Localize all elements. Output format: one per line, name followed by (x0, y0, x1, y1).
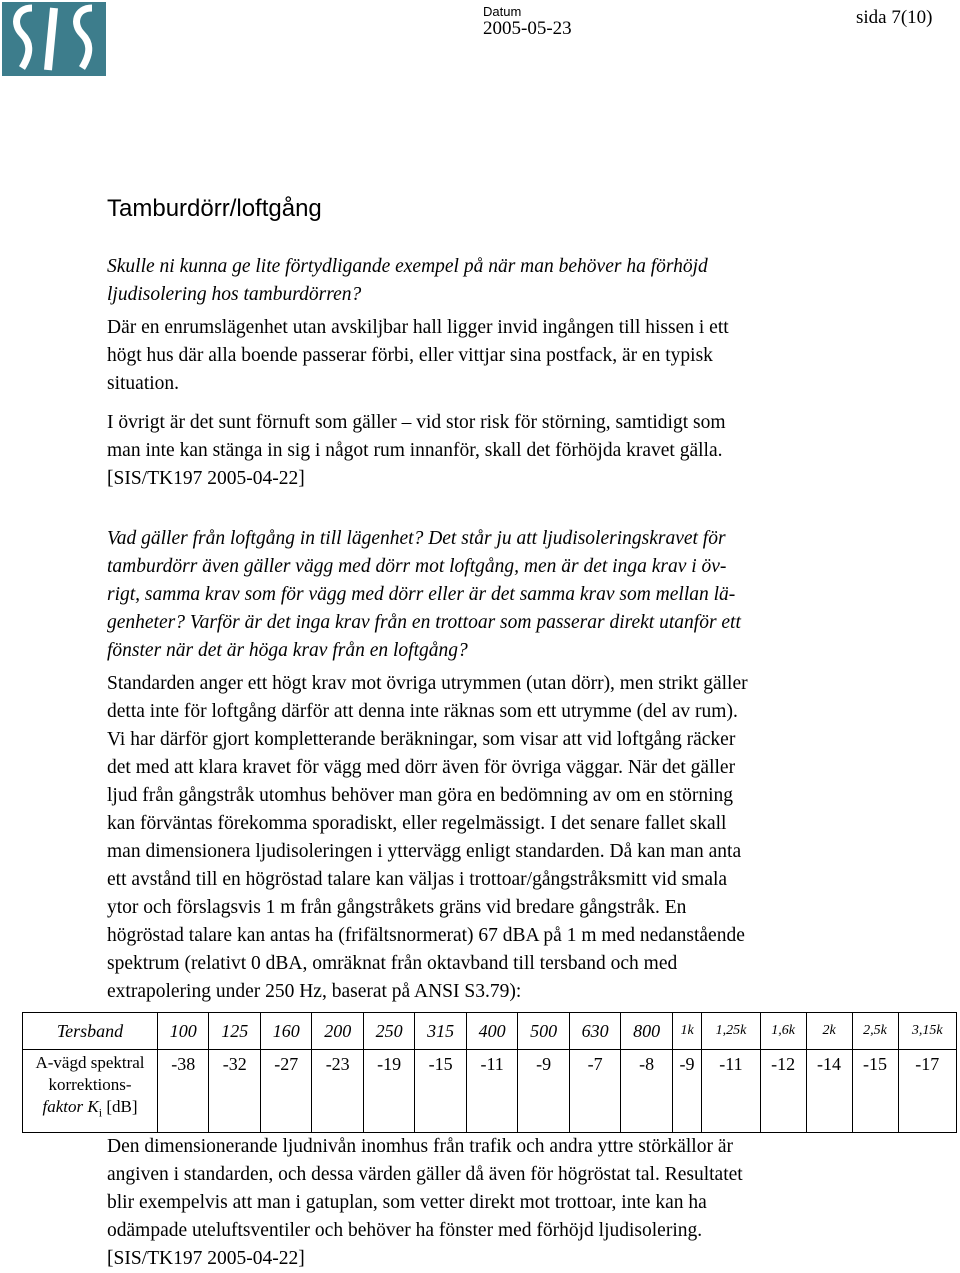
value-cell: -15 (415, 1050, 466, 1133)
text-line: odämpade uteluftsventiler och behöver ha fönster med förhöjd ljudisolering. (107, 1220, 703, 1241)
reference: [SIS/TK197 2005-04-22] (107, 468, 305, 489)
band-cell: 630 (569, 1013, 620, 1050)
text-line: kan förväntas förekomma sporadiskt, eller regelmässigt. I det senare fallet skall (107, 813, 727, 834)
text-line: det med att klara kravet för vägg med dörr även för övriga väggar. När det gäller (107, 757, 736, 778)
text-line: högröstad talare kan antas ha (frifältsnormerat) 67 dBA på 1 m med nedanstående (107, 925, 745, 946)
answer-1a (107, 314, 847, 398)
text-line: Skulle ni kunna ge lite förtydligande exempel på när man behöver ha förhöjd (107, 256, 708, 277)
row-header: Tersband (23, 1013, 158, 1050)
question-2 (107, 525, 847, 665)
table-row (23, 1013, 957, 1050)
value-cell: -8 (621, 1050, 672, 1133)
text-line: situation. (107, 373, 180, 394)
subscript: i (98, 1105, 103, 1120)
value-cell: -11 (702, 1050, 760, 1133)
value-cell: -12 (760, 1050, 806, 1133)
text-line: rigt, samma krav som för vägg med dörr eller är det samma krav som mellan lä- (107, 584, 736, 605)
text-line: spektrum (relativt 0 dBA, omräknat från oktavband till tersband och med (107, 953, 678, 974)
value-cell: -27 (260, 1050, 311, 1133)
conclusion (107, 1133, 847, 1273)
text-line: angiven i standarden, och dessa värden gäller då även för högröstat tal. Resultatet (107, 1164, 743, 1185)
text-line: Där en enrumslägenhet utan avskiljbar hall ligger invid ingången till hissen i ett (107, 317, 729, 338)
value-cell: -19 (363, 1050, 414, 1133)
text-line: genheter? Varför är det inga krav från en trottoar som passerar direkt utanför ett (107, 612, 741, 633)
page-title: Tamburdörr/loftgång (107, 195, 322, 222)
header-line: korrektions- (48, 1075, 132, 1094)
band-cell: 2k (806, 1013, 852, 1050)
text-line: Vi har därför gjort kompletterande beräkningar, som visar att vid loftgång räcker (107, 729, 736, 750)
text-line: man inte kan stänga in sig i något rum innanför, skall det förhöjda kravet gälla. (107, 440, 723, 461)
text-line: Standarden anger ett högt krav mot övriga utrymmen (utan dörr), men strikt gäller (107, 673, 748, 694)
text-line: Den dimensionerande ljudnivån inomhus från trafik och andra yttre störkällor är (107, 1136, 733, 1157)
value-cell: -11 (466, 1050, 517, 1133)
band-cell: 200 (312, 1013, 363, 1050)
band-cell: 2,5k (852, 1013, 898, 1050)
date-value: 2005-05-23 (483, 18, 572, 39)
text-line: detta inte för loftgång därför att denna inte räknas som ett utrymme (del av rum). (107, 701, 738, 722)
value-cell: -23 (312, 1050, 363, 1133)
band-cell: 1k (672, 1013, 701, 1050)
text-line: högt hus där alla boende passerar förbi, eller vittjar sina postfack, är en typisk (107, 345, 713, 366)
text-line: Vad gäller från loftgång in till lägenhet? Det står ju att ljudisoleringskravet för (107, 528, 726, 549)
value-cell: -9 (518, 1050, 569, 1133)
value-cell: -9 (672, 1050, 701, 1133)
header-line: faktor K (42, 1097, 99, 1116)
band-cell: 1,6k (760, 1013, 806, 1050)
band-cell: 800 (621, 1013, 672, 1050)
value-cell: -14 (806, 1050, 852, 1133)
band-cell: 3,15k (898, 1013, 957, 1050)
band-cell: 160 (260, 1013, 311, 1050)
text-line: man dimensionera ljudisoleringen i yttervägg enligt standarden. Då kan man anta (107, 841, 742, 862)
text-line: ett avstånd till en högröstad talare kan väljas i trottoar/gångstråksmitt vid smala (107, 869, 728, 890)
text-line: I övrigt är det sunt förnuft som gäller – vid stor risk för störning, samtidigt som (107, 412, 726, 433)
spectrum-table (22, 1012, 957, 1133)
question-1 (107, 253, 847, 309)
text-line: ytor och förslagsvis 1 m från gångstråkets gräns vid bredare gångstråk. En (107, 897, 687, 918)
band-cell: 400 (466, 1013, 517, 1050)
band-cell: 315 (415, 1013, 466, 1050)
date-label: Datum (483, 4, 522, 19)
value-cell: -17 (898, 1050, 957, 1133)
text-line: ljudisolering hos tamburdörren? (107, 284, 362, 305)
table-row (23, 1050, 957, 1133)
answer-2 (107, 670, 847, 1006)
header-line: A-vägd spektral (35, 1053, 145, 1072)
text-line: blir exempelvis att man i gatuplan, som vetter direkt mot trottoar, inte kan ha (107, 1192, 707, 1213)
text-line: tamburdörr även gäller vägg med dörr mot loftgång, men är det inga krav i öv- (107, 556, 727, 577)
text-line: fönster när det är höga krav från en loftgång? (107, 640, 468, 661)
text-line: ljud från gångstråk utomhus behöver man göra en bedömning av om en störning (107, 785, 734, 806)
answer-1b (107, 409, 847, 493)
value-cell: -38 (158, 1050, 209, 1133)
row-header (23, 1050, 158, 1133)
band-cell: 100 (158, 1013, 209, 1050)
value-cell: -15 (852, 1050, 898, 1133)
header-line: [dB] (102, 1097, 138, 1116)
band-cell: 1,25k (702, 1013, 760, 1050)
band-cell: 125 (209, 1013, 260, 1050)
text-line: extrapolering under 250 Hz, baserat på ANSI S3.79): (107, 981, 522, 1002)
page-number: sida 7(10) (856, 7, 933, 28)
band-cell: 250 (363, 1013, 414, 1050)
sis-logo (2, 2, 106, 76)
reference: [SIS/TK197 2005-04-22] (107, 1248, 305, 1269)
band-cell: 500 (518, 1013, 569, 1050)
value-cell: -7 (569, 1050, 620, 1133)
value-cell: -32 (209, 1050, 260, 1133)
